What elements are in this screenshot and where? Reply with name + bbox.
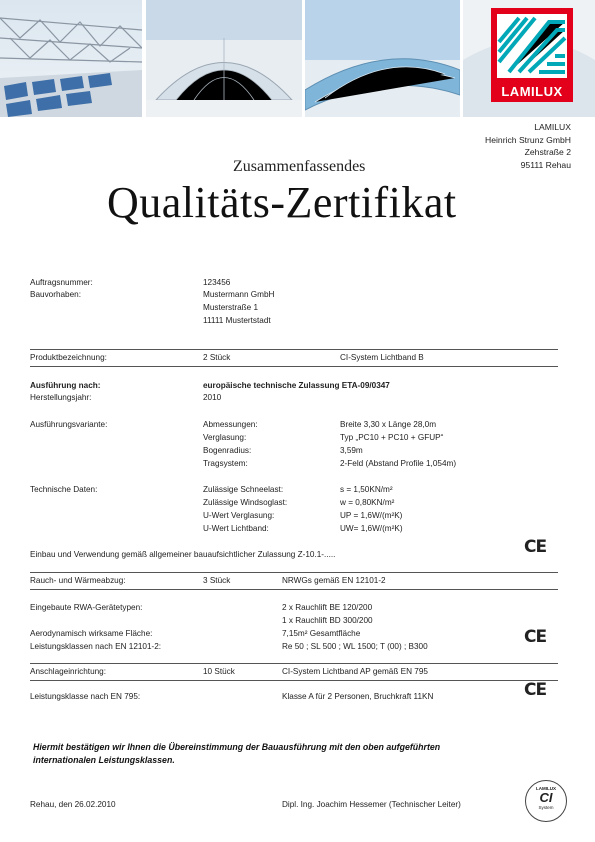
technical-value: w = 0,80KN/m²	[340, 498, 395, 507]
confirmation-text: internationalen Leistungsklassen.	[33, 755, 175, 765]
ce-mark: CE	[524, 537, 547, 557]
product-label: Produktbezeichnung:	[30, 353, 107, 362]
divider	[30, 572, 558, 573]
fall-class-label: Leistungsklasse nach EN 795:	[30, 692, 141, 701]
address-line: Zehstraße 2	[524, 147, 571, 157]
execution-value: europäische technische Zulassung ETA-09/0347	[203, 381, 390, 390]
order-number-value: 123456	[203, 278, 231, 287]
variant-key: Abmessungen:	[203, 420, 258, 429]
year-label: Herstellungsjahr:	[30, 393, 92, 402]
fall-label: Anschlageinrichtung:	[30, 667, 107, 676]
confirmation-text: Hiermit bestätigen wir Ihnen die Übereinstimmung der Bauausführung mit den oben aufgeführten	[33, 742, 441, 752]
ce-mark: CE	[524, 627, 547, 647]
technical-key: U-Wert Lichtband:	[203, 524, 269, 533]
variant-value: Typ „PC10 + PC10 + GFUP“	[340, 433, 444, 442]
year-value: 2010	[203, 393, 222, 402]
project-line: 11111 Mustertstadt	[203, 316, 271, 325]
technical-key: U-Wert Verglasung:	[203, 511, 275, 520]
project-line: Musterstraße 1	[203, 303, 259, 312]
seal-mid-text: CI	[539, 790, 553, 805]
divider	[30, 680, 558, 681]
lamilux-logo	[491, 8, 573, 102]
smoke-type: 2 x Rauchlift BE 120/200	[282, 603, 373, 612]
smoke-qty: 3 Stück	[203, 576, 231, 585]
title-kicker: Zusammenfassendes	[233, 158, 366, 175]
logo-wordmark: LAMILUX	[501, 84, 563, 99]
address-line: LAMILUX	[534, 122, 571, 132]
technical-key: Zulässige Windsoglast:	[203, 498, 288, 507]
seal-bottom-text: System	[538, 805, 554, 810]
execution-label: Ausführung nach:	[30, 381, 101, 390]
divider	[30, 349, 558, 350]
product-name: CI-System Lichtband B	[340, 353, 424, 362]
approval-note: Einbau und Verwendung gemäß allgemeiner bauaufsichtlicher Zulassung Z-10.1-.....	[30, 550, 336, 559]
project-label: Bauvorhaben:	[30, 290, 81, 299]
smoke-area-value: 7,15m² Gesamtfläche	[282, 629, 361, 638]
smoke-value: NRWGs gemäß EN 12101-2	[282, 576, 386, 585]
header-photo-3	[305, 0, 460, 117]
technical-key: Zulässige Schneelast:	[203, 485, 284, 494]
smoke-types-label: Eingebaute RWA-Gerätetypen:	[30, 603, 143, 612]
variant-value: 2-Feld (Abstand Profile 1,054m)	[340, 459, 457, 468]
divider	[30, 589, 558, 590]
ce-mark: CE	[524, 680, 547, 700]
variant-value: 3,59m	[340, 446, 363, 455]
address-line: Heinrich Strunz GmbH	[485, 134, 571, 145]
technical-value: UP = 1,6W/(m²K)	[340, 511, 403, 520]
order-number-label: Auftragsnummer:	[30, 278, 93, 287]
fall-value: CI-System Lichtband AP gemäß EN 795	[282, 667, 428, 676]
variant-key: Tragsystem:	[203, 459, 248, 468]
divider	[30, 366, 558, 367]
fall-qty: 10 Stück	[203, 667, 235, 676]
fall-class-value: Klasse A für 2 Personen, Bruchkraft 11KN	[282, 692, 434, 701]
variant-label: Ausführungsvariante:	[30, 420, 108, 429]
product-qty: 2 Stück	[203, 353, 231, 362]
seal-top-text: LAMILUX	[536, 786, 556, 791]
place-date: Rehau, den 26.02.2010	[30, 800, 116, 809]
smoke-label: Rauch- und Wärmeabzug:	[30, 576, 126, 585]
technical-label: Technische Daten:	[30, 485, 98, 494]
divider	[30, 663, 558, 664]
address-line: 95111 Rehau	[520, 159, 571, 170]
variant-value: Breite 3,30 x Länge 28,0m	[340, 420, 437, 429]
project-line: Mustermann GmbH	[203, 290, 275, 299]
smoke-type: 1 x Rauchlift BD 300/200	[282, 616, 373, 625]
header-photo-2	[146, 0, 302, 117]
page-title: Qualitäts-Zertifikat	[107, 178, 457, 227]
ci-system-seal	[525, 780, 567, 822]
technical-value: UW= 1,6W/(m²K)	[340, 524, 403, 533]
signatory: Dipl. Ing. Joachim Hessemer (Technischer Leiter)	[282, 800, 461, 809]
company-address	[485, 121, 571, 171]
variant-key: Bogenradius:	[203, 446, 252, 455]
smoke-class-label: Leistungsklassen nach EN 12101-2:	[30, 642, 162, 651]
variant-key: Verglasung:	[203, 433, 247, 442]
smoke-class-value: Re 50 ; SL 500 ; WL 1500; T (00) ; B300	[282, 642, 428, 651]
header-photo-1	[0, 0, 142, 117]
technical-value: s = 1,50KN/m²	[340, 485, 393, 494]
smoke-area-label: Aerodynamisch wirksame Fläche:	[30, 629, 153, 638]
